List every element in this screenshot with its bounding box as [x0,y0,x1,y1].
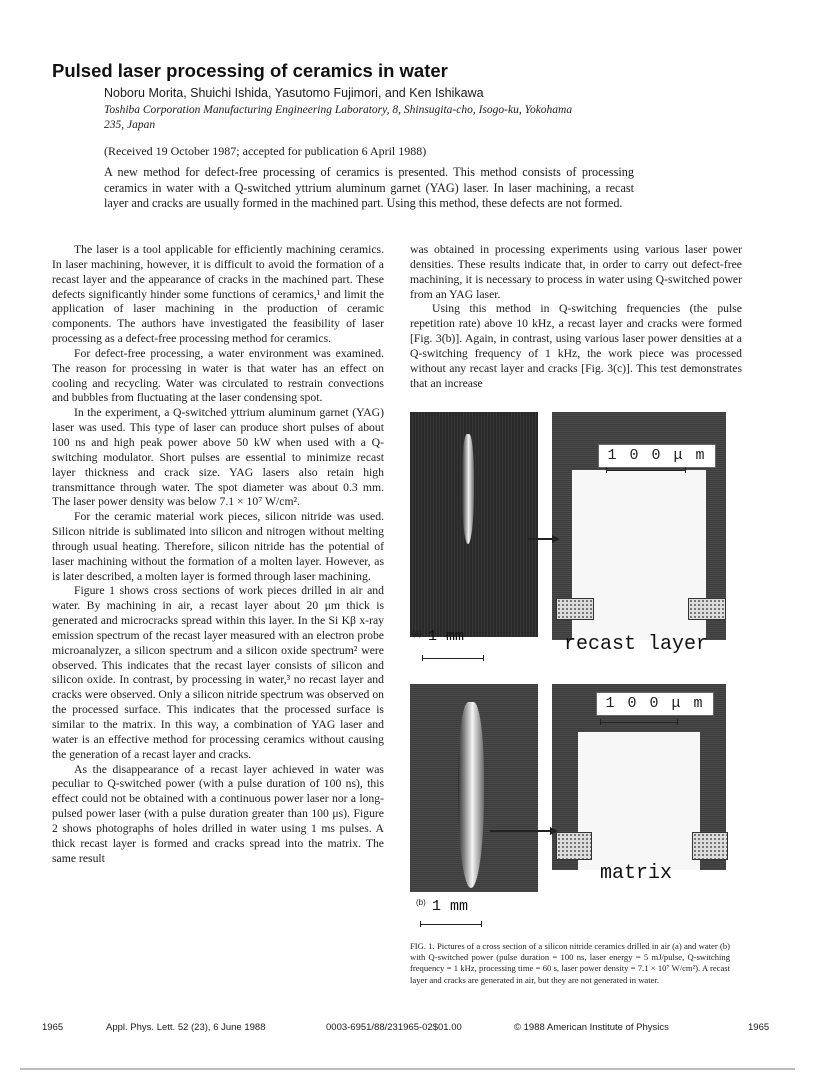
label-recast-layer: recast layer [564,633,709,656]
pointer-arrow [528,538,558,540]
journal-citation: Appl. Phys. Lett. 52 (23), 6 June 1988 [106,1022,266,1033]
drilled-hole [458,702,484,888]
received-date: (Received 19 October 1987; accepted for publication 6 April 1988) [104,144,427,158]
author-list: Noboru Morita, Shuichi Ishida, Yasutomo Fujimori, and Ken Ishikawa [104,86,484,100]
paragraph: As the disappearance of a recast layer achieved in water was peculiar to Q-switched power (with a pulse duration of 100 ns), this effect could not be obtained with a continuous power laser nor a long-pulsed power laser (with a pulse duration greater than 100 μs). Figure 2 shows photographs of holes drilled in water using 1 ms pulses. A thick recast layer is formed and cracks spread into the matrix. The same result [52,762,384,865]
paragraph: Using this method in Q-switching frequencies (the pulse repetition rate) above 10 kHz, a recast layer and cracks were formed [Fig. 3(b)]. Again, in contrast, using various laser power densities at a Q-switching frequency of 1 kHz, the work piece was processed without any recast layer and cracks [Fig. 3(c)]. This test demonstrates that an increase [410,302,742,390]
scale-label-100um-b [596,692,714,716]
page-number-right: 1965 [748,1022,770,1033]
scale-100um-text: 1 0 0 μ m [607,447,707,464]
hole-cavity [578,732,700,870]
scale-100um-text-b: 1 0 0 μ m [605,695,705,712]
matrix-swatch-left [556,832,592,860]
pointer-arrow-b [490,830,556,832]
panel-a-overview-photo [410,412,538,637]
scale-bar-1mm-a [422,658,484,659]
scale-bar-100um-b [600,722,678,723]
affiliation: Toshiba Corporation Manufacturing Engineering Laboratory, 8, Shinsugita-cho, Isogo-ku, Yokohama 235, Japan [104,104,573,131]
label-matrix: matrix [600,862,673,885]
paragraph: For defect-free processing, a water environment was examined. The reason for processing in water is that water has an effect on cooling and recycling. Water was circulated to restrain convections and bubbles from fluctuating at the laser condensing spot. [52,346,384,405]
paper-title: Pulsed laser processing of ceramics in water [52,60,448,81]
paragraph: For the ceramic material work pieces, silicon nitride was used. Silicon nitride is sublimated into silicon and nitrogen without melting through usual heating. Therefore, silicon nitride has the potential of laser machining without the formation of a molten layer. However, as is later described, a molten layer is formed through laser machining. [52,510,384,583]
copyright: © 1988 American Institute of Physics [514,1022,669,1033]
scale-bar-100um [606,470,686,471]
matrix-swatch-right [692,832,728,860]
figure-1 [410,412,726,932]
paragraph: The laser is a tool applicable for efficiently machining ceramics. In laser machining, however, it is difficult to avoid the formation of a recast layer and the appearance of cracks in the machined part. These defects significantly hinder some functions of ceramics,¹ and limit the application of laser machining in the production of ceramic components. The authors have investigated the feasibility of laser processing as a defect-free processing method for ceramics. [52,243,384,346]
paragraph: Figure 1 shows cross sections of work pieces drilled in air and water. By machining in air, a recast layer about 20 μm thick is generated and microcracks spread within this layer. In the Si Kβ x-ray emission spectrum of the recast layer measured with an electron probe microanalyzer, a silicon spectrum and a silicon oxide spectrum² were observed. This indicates that the recast layer consists of silicon and silicon oxide. In contrast, by processing in water,³ no recast layer and cracks were observed. Only a silicon nitride spectrum was observed on the processed surface. This indicates that the processed surface is similar to the matrix. In this way, a combination of YAG laser and water is an effective method for processing ceramics without causing the generation of a recast layer and cracks. [52,584,385,761]
page-number-left: 1965 [42,1022,64,1033]
panel-a-tag: (a) [412,629,422,638]
drilled-hole [462,434,474,544]
panel-b-tag: (b) [416,898,426,907]
body-column-right [410,243,742,391]
abstract: A new method for defect-free processing of ceramics is presented. This method consists of processing ceramics in water with a Q-switched yttrium aluminum garnet (YAG) laser. In laser machining, a recast layer and cracks are usually formed in the machined part. Using this method, these defects are not formed. [104,165,634,210]
figure-caption: FIG. 1. Pictures of a cross section of a silicon nitride ceramics drilled in air (a) and water (b) with Q-switched power (pulse duration = 100 ns, laser energy = 5 mJ/pulse, Q-switching frequency = 1 kHz, processing time = 60 s, laser power density = 7.1 × 10⁷ W/cm²). A recast layer and cracks are generated in air, but they are not generated in water. [410,941,730,985]
recast-layer-swatch-right [688,598,726,620]
panel-b-overview-photo [410,684,538,892]
scale-1mm-b: 1 mm [432,898,469,915]
scale-label-100um [598,444,716,468]
recast-layer-swatch-left [556,598,594,620]
body-column-left [52,243,384,866]
paragraph: In the experiment, a Q-switched yttrium aluminum garnet (YAG) laser was used. This type of laser can produce short pulses of about 100 ns and high peak power above 50 kW when used with a Q-switching modulator. Short pulses are essential to minimize recast layer thickness and crack size. YAG lasers also retain high transmittance through water. The spot diameter was about 0.3 mm. The laser power density was below 7.1 × 10⁷ W/cm². [52,406,384,509]
article-code: 0003-6951/88/231965-02$01.00 [326,1022,462,1033]
scale-1mm-a: 1 mm [428,628,465,645]
paragraph: was obtained in processing experiments using various laser power densities. These results indicate that, in order to carry out defect-free machining, it is necessary to process in water using Q-switched power from an YAG laser. [410,243,742,301]
bottom-rule [20,1068,795,1070]
scale-bar-1mm-b [420,924,482,925]
